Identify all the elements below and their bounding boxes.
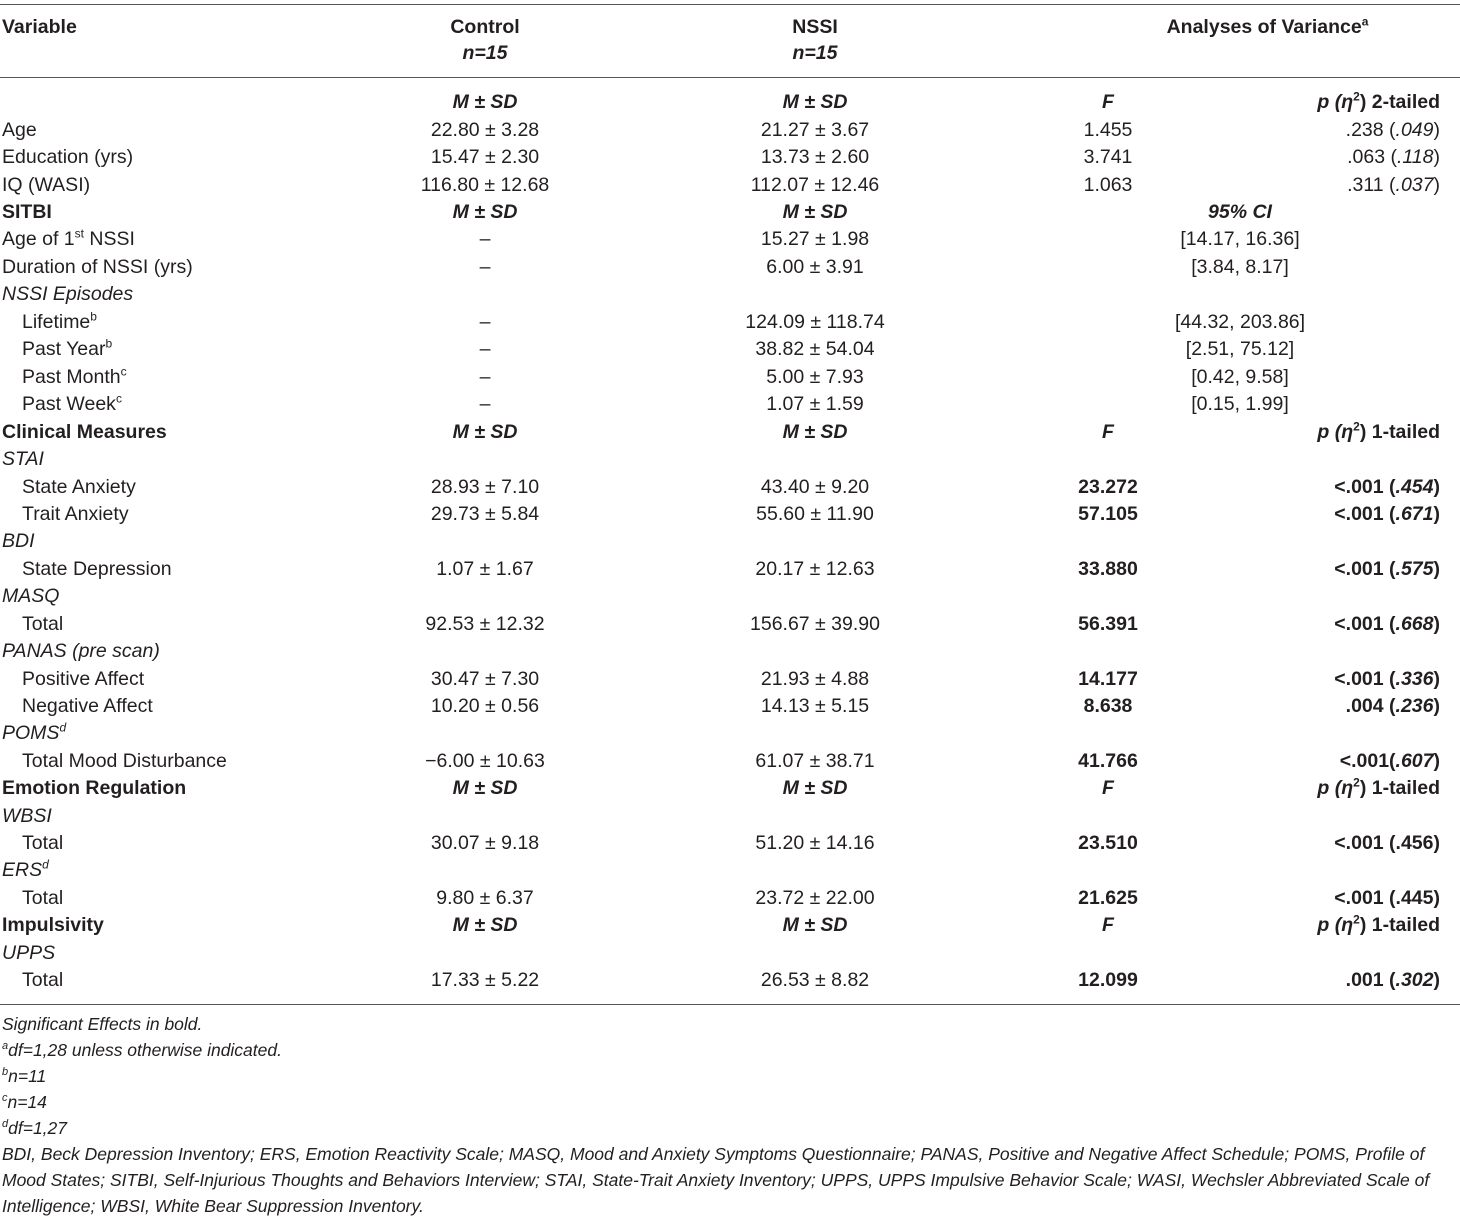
p-value: <.001 (.575) [1334, 558, 1440, 580]
stat-label: M ± SD [452, 91, 518, 113]
row-label: Education (yrs) [2, 146, 134, 168]
section-header-impulsivity [0, 912, 1460, 939]
p-value: <.001 (.456) [1334, 832, 1440, 854]
row-label: Age [2, 119, 37, 141]
f-label: F [1102, 777, 1114, 799]
nssi-value: 23.72 ± 22.00 [755, 887, 875, 909]
footnote-d: $^d$df=1,27 [2, 1118, 67, 1138]
row-label: Age of 1st NSSI [2, 226, 135, 250]
control-value: 92.53 ± 12.32 [425, 613, 545, 635]
anova-footnote-marker: a [1361, 14, 1369, 29]
measure-name: STAI [2, 448, 44, 470]
table-row [0, 309, 1460, 336]
f-value: 33.880 [1078, 558, 1138, 580]
stat-label: M ± SD [452, 421, 518, 443]
table-row [0, 830, 1460, 857]
footnote-abbreviations: BDI, Beck Depression Inventory; ERS, Emotion Reactivity Scale; MASQ, Mood and Anxiety Symptoms Questionnaire; PANAS, Positive and Negative Affect Schedule; POMS, Profile of Mood States; SITBI, Self-Injurious Thoughts and Behaviors Interview; STAI, State-Trait Anxiety Inventory; UPPS, UPPS Impulsive Behavior Scale; WASI, Wechsler Abbreviated Scale of Intelligence; WBSI, White Bear Suppression Inventory. [2, 1144, 1430, 1216]
f-value: 41.766 [1078, 750, 1138, 772]
nssi-value: 112.07 ± 12.46 [750, 174, 880, 196]
section-title: SITBI [2, 201, 52, 223]
table-bottom-rule [0, 1004, 1460, 1005]
p-value: .001 (.302) [1345, 969, 1440, 991]
row-label: Total [22, 969, 64, 991]
table-row [0, 666, 1460, 693]
subsection-label [0, 638, 1460, 665]
f-value: 57.105 [1078, 503, 1138, 525]
p-value: <.001 (.454) [1334, 476, 1440, 498]
footnote-a: $^a$df=1,28 unless otherwise indicated. [2, 1040, 282, 1060]
nssi-value: 21.93 ± 4.88 [760, 668, 870, 690]
f-value: 56.391 [1078, 613, 1138, 635]
subsection-label [0, 857, 1460, 884]
section-header-emotion-regulation [0, 775, 1460, 802]
subsection-label [0, 281, 1460, 308]
measure-name: PANAS (pre scan) [2, 640, 160, 662]
ci-value: [0.42, 9.58] [1191, 366, 1289, 388]
ci-label: 95% CI [1208, 201, 1272, 223]
stat-label: M ± SD [452, 201, 518, 223]
control-value: – [479, 366, 491, 388]
f-value: 21.625 [1078, 887, 1138, 909]
table-row [0, 967, 1460, 994]
control-value: 15.47 ± 2.30 [430, 146, 540, 168]
measure-name: BDI [2, 530, 35, 552]
control-value: 10.20 ± 0.56 [430, 695, 540, 717]
col-header-nssi [670, 14, 960, 66]
f-label: F [1102, 91, 1114, 113]
control-value: −6.00 ± 10.63 [425, 750, 545, 772]
nssi-value: 1.07 ± 1.59 [766, 393, 864, 415]
row-label: IQ (WASI) [2, 174, 91, 196]
subsection-label [0, 528, 1460, 555]
nssi-value: 13.73 ± 2.60 [760, 146, 870, 168]
subsection-label [0, 803, 1460, 830]
f-value: 14.177 [1078, 668, 1138, 690]
col-header-control [340, 14, 630, 66]
footnote-c: $^c$n=14 [2, 1092, 47, 1112]
row-label: State Depression [22, 558, 172, 580]
f-label: F [1102, 421, 1114, 443]
control-value: – [479, 338, 491, 360]
table-row [0, 117, 1460, 144]
stat-label: M ± SD [452, 914, 518, 936]
section-header-clinical [0, 419, 1460, 446]
control-value: 30.07 ± 9.18 [430, 832, 540, 854]
row-label: Total [22, 613, 64, 635]
nssi-value: 43.40 ± 9.20 [760, 476, 870, 498]
stat-label: M ± SD [782, 914, 848, 936]
f-value: 23.510 [1078, 832, 1138, 854]
nssi-value: 38.82 ± 54.04 [755, 338, 875, 360]
subsection-label [0, 583, 1460, 610]
table-row [0, 391, 1460, 418]
control-value: – [479, 228, 491, 250]
p-value: <.001 (.336) [1334, 668, 1440, 690]
control-label: Control [450, 16, 520, 38]
measure-name: UPPS [2, 942, 56, 964]
p-value: .311 (.037) [1347, 174, 1440, 196]
p-value: <.001 (.445) [1334, 887, 1440, 909]
subsection-label [0, 720, 1460, 747]
f-value: 8.638 [1083, 695, 1133, 717]
section-title: Emotion Regulation [2, 777, 187, 799]
demographics-subheader-row [0, 89, 1460, 116]
p-label: p $(\eta^2)$ 1-tailed [1317, 419, 1440, 443]
f-value: 12.099 [1078, 969, 1138, 991]
control-value: 9.80 ± 6.37 [436, 887, 534, 909]
nssi-value: 5.00 ± 7.93 [766, 366, 864, 388]
stat-label: M ± SD [452, 777, 518, 799]
nssi-value: 21.27 ± 3.67 [760, 119, 870, 141]
row-label: Past Month$^c$ [22, 364, 127, 388]
footnote-significance: Significant Effects in bold. [2, 1014, 203, 1034]
table-row [0, 885, 1460, 912]
control-value: 22.80 ± 3.28 [430, 119, 540, 141]
table-row [0, 336, 1460, 363]
control-value: – [479, 311, 491, 333]
table-row [0, 693, 1460, 720]
measure-name: ERS$^d$ [2, 857, 49, 881]
table-row [0, 556, 1460, 583]
nssi-value: 15.27 ± 1.98 [760, 228, 870, 250]
f-value: 1.455 [1083, 119, 1133, 141]
header-rule [0, 77, 1460, 78]
row-label: Trait Anxiety [22, 503, 129, 525]
p-value: <.001 (.668) [1334, 613, 1440, 635]
f-value: 23.272 [1078, 476, 1138, 498]
control-value: 1.07 ± 1.67 [436, 558, 534, 580]
row-label: State Anxiety [22, 476, 136, 498]
row-label: Total [22, 832, 64, 854]
section-title: Clinical Measures [2, 421, 167, 443]
p-value: .063 (.118) [1347, 146, 1440, 168]
nssi-value: 14.13 ± 5.15 [760, 695, 870, 717]
p-value: <.001(.607) [1339, 750, 1440, 772]
table-row [0, 144, 1460, 171]
ci-value: [44.32, 203.86] [1174, 311, 1306, 333]
p-value: <.001 (.671) [1334, 503, 1440, 525]
measure-name: MASQ [2, 585, 60, 607]
control-value: 28.93 ± 7.10 [430, 476, 540, 498]
table-top-rule [0, 4, 1460, 5]
nssi-value: 156.67 ± 39.90 [750, 613, 880, 635]
row-label: Negative Affect [22, 695, 153, 717]
nssi-value: 20.17 ± 12.63 [755, 558, 875, 580]
table-row [0, 501, 1460, 528]
subsection-label [0, 940, 1460, 967]
control-value: – [479, 256, 491, 278]
nssi-value: 61.07 ± 38.71 [755, 750, 875, 772]
nssi-n: n=15 [792, 42, 838, 64]
table-row [0, 611, 1460, 638]
nssi-value: 6.00 ± 3.91 [766, 256, 864, 278]
row-label: Lifetime$^b$ [22, 309, 97, 333]
control-value: 29.73 ± 5.84 [430, 503, 540, 525]
ci-value: [3.84, 8.17] [1191, 256, 1289, 278]
p-label: p $(\eta^2)$ 1-tailed [1317, 775, 1440, 799]
p-value: .004 (.236) [1345, 695, 1440, 717]
ci-value: [14.17, 16.36] [1180, 228, 1300, 250]
control-value: 116.80 ± 12.68 [420, 174, 550, 196]
control-value: 30.47 ± 7.30 [430, 668, 540, 690]
row-label: Total Mood Disturbance [22, 750, 227, 772]
section-title: Impulsivity [2, 914, 104, 936]
row-label: Positive Affect [22, 668, 145, 690]
ci-value: [2.51, 75.12] [1185, 338, 1295, 360]
subsection-label [0, 446, 1460, 473]
table-row [0, 254, 1460, 281]
row-label: Duration of NSSI (yrs) [2, 256, 193, 278]
nssi-value: 55.60 ± 11.90 [756, 503, 874, 525]
p-value: .238 (.049) [1345, 119, 1440, 141]
f-value: 3.741 [1083, 146, 1133, 168]
nssi-value: 26.53 ± 8.82 [760, 969, 870, 991]
row-label: Past Week$^c$ [22, 391, 122, 415]
stat-label: M ± SD [782, 421, 848, 443]
control-value: – [479, 393, 491, 415]
footnote-b: $^b$n=11 [2, 1066, 47, 1086]
stat-label: M ± SD [782, 201, 848, 223]
f-label: F [1102, 914, 1114, 936]
control-n: n=15 [462, 42, 508, 64]
table-row [0, 474, 1460, 501]
stat-label: M ± SD [782, 777, 848, 799]
nssi-value: 124.09 ± 118.74 [745, 311, 885, 333]
ci-value: [0.15, 1.99] [1191, 393, 1289, 415]
anova-label: Analyses of Variance [1166, 16, 1362, 38]
measure-name: POMS$^d$ [2, 720, 67, 744]
row-label: Past Year$^b$ [22, 336, 113, 360]
col-header-variable: Variable [2, 16, 77, 38]
nssi-label: NSSI [792, 16, 838, 38]
p-label: p $(\eta^2)$ 1-tailed [1317, 912, 1440, 936]
f-value: 1.063 [1083, 174, 1133, 196]
measure-name: NSSI Episodes [2, 283, 134, 305]
col-header-anova [1080, 14, 1455, 40]
control-value: 17.33 ± 5.22 [430, 969, 540, 991]
table-row [0, 226, 1460, 253]
table-row [0, 172, 1460, 199]
table-row [0, 364, 1460, 391]
table-row [0, 748, 1460, 775]
nssi-value: 51.20 ± 14.16 [755, 832, 875, 854]
row-label: Total [22, 887, 64, 909]
section-header-sitbi [0, 199, 1460, 226]
measure-name: WBSI [2, 805, 52, 827]
stat-label: M ± SD [782, 91, 848, 113]
p-label: p $(\eta^2)$ 2-tailed [1317, 89, 1440, 113]
